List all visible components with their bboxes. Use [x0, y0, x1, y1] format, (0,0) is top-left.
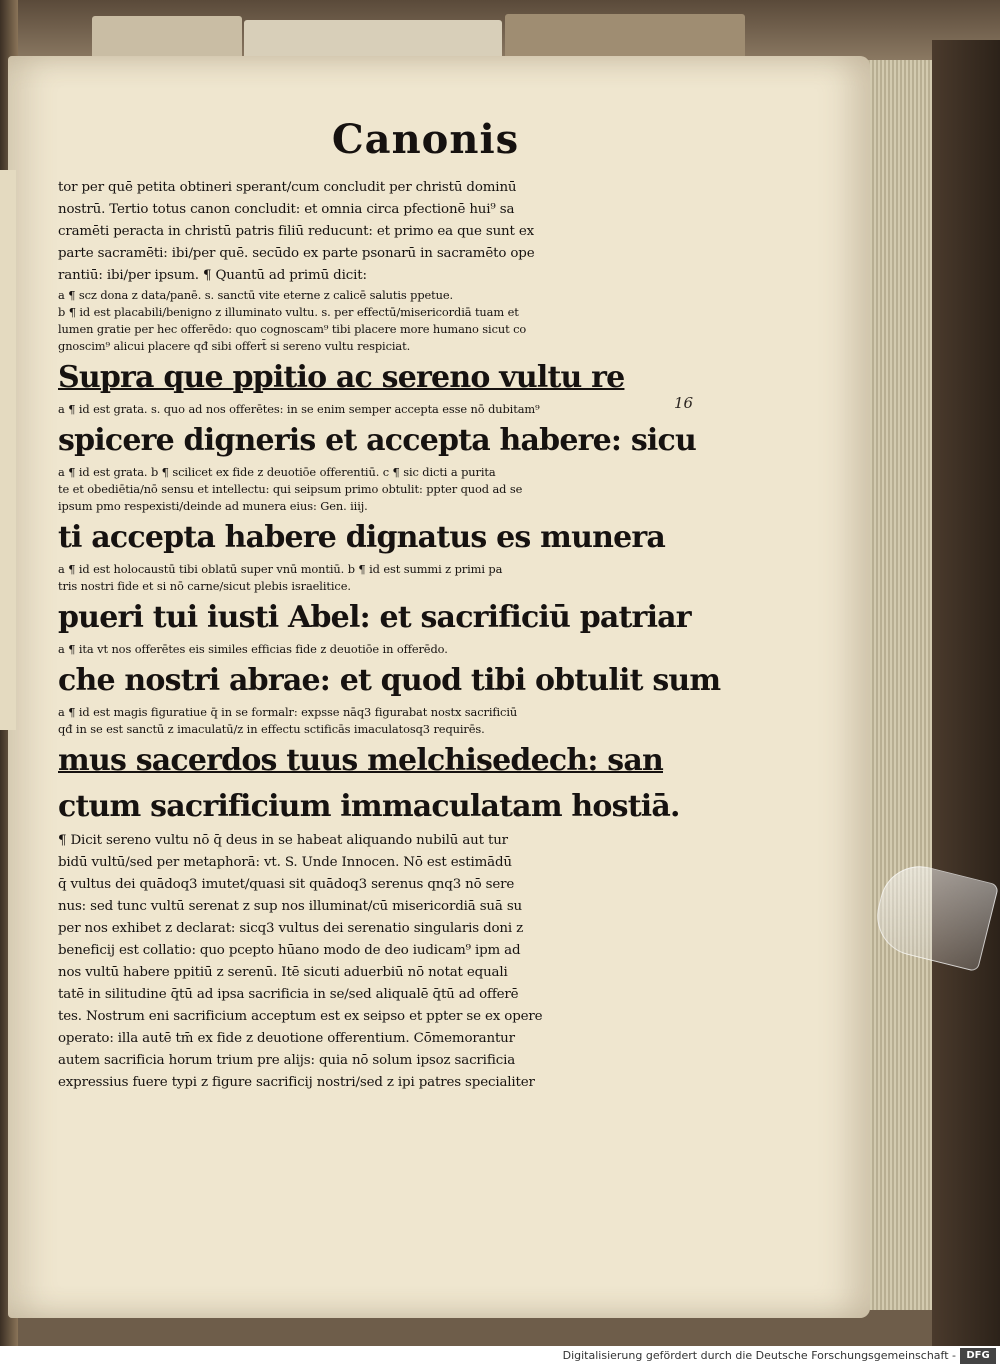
commentary-line: tatē in silitudine q̄tū ad ipsa sacrificia in se/sed aliqualē q̄tū ad offerē [58, 987, 519, 1002]
digitization-credit: Digitalisierung gefördert durch die Deutsche Forschungsgemeinschaft - [562, 1349, 956, 1362]
page-text-block [58, 100, 721, 1094]
canon-text-line: che nostri abrae: et quod tibi obtulit sum [58, 663, 721, 698]
annotation-line: b ¶ id est placabili/benigno z illuminato vultu. s. per effectū/misericordiā tuam et [58, 305, 519, 319]
commentary-line: tes. Nostrum eni sacrificium acceptum est ex seipso et ppter se ex opere [58, 1009, 543, 1024]
commentary-line: operato: illa autē tm̄ ex fide z deuotione offerentium. Cōmemorantur [58, 1031, 515, 1046]
canon-text-line: Supra que ppitio ac sereno vultu re [58, 360, 625, 395]
commentary-line: tor per quē petita obtineri sperant/cum concludit per christū dominū [58, 180, 517, 195]
commentary-line: rantiū: ibi/per ipsum. ¶ Quantū ad primū dicit: [58, 268, 367, 283]
canon-text-line: mus sacerdos tuus melchisedech: san [58, 743, 663, 778]
annotation-line: gnoscim⁹ alicui placere qđ sibi offert̄ si sereno vultu respiciat. [58, 339, 411, 353]
commentary-line: nos vultū habere ppitiū z serenū. Itē sicuti aduerbiū nō notat equali [58, 965, 508, 980]
annotation-line: lumen gratie per hec offerēdo: quo cognoscam⁹ tibi placere more humano sicut co [58, 322, 527, 336]
commentary-line: autem sacrificia horum trium pre alijs: quia nō solum ipsoz sacrificia [58, 1053, 516, 1068]
annotation-line: a ¶ ita vt nos offerētes eis similes efficias fide z deuotiōe in offerēdo. [58, 642, 448, 656]
commentary-line: expressius fuere typi z figure sacrificij nostri/sed z ipi patres specialiter [58, 1075, 535, 1090]
text-lines [58, 177, 721, 1094]
commentary-line: q̄ vultus dei quādoq3 imutet/quasi sit quādoq3 serenus qnq3 nō sere [58, 877, 515, 892]
annotation-line: tris nostri fide et si nō carne/sicut plebis israelitice. [58, 579, 351, 593]
annotation-line: a ¶ scz dona z data/panē. s. sanctū vite eterne z calicē salutis ppetue. [58, 288, 454, 302]
canon-text-line: ctum sacrificium immaculatam hostiā. [58, 789, 680, 824]
book-cover-right [932, 40, 1000, 1346]
canon-text-line: spicere digneris et accepta habere: sicu [58, 423, 696, 458]
spine-label-tab [92, 16, 242, 60]
spine-label-tab [244, 20, 502, 60]
commentary-line: parte sacramēti: ibi/per quē. secūdo ex parte psonarū in sacramēto ope [58, 246, 535, 261]
canon-text-line: ti accepta habere dignatus es munera [58, 520, 666, 555]
footer-bar [0, 1346, 1000, 1367]
facing-page-edge [0, 170, 16, 730]
annotation-line: a ¶ id est magis figuratiue q̄ in se formalr: expsse nāq3 figurabat nostx sacrificiū [58, 705, 518, 719]
annotation-line: te et obediētia/nō sensu et intellectu: qui seipsum primo obtulit: ppter quod ad se [58, 482, 523, 496]
commentary-line: nus: sed tunc vultū serenat z sup nos illuminat/cū misericordiā suā su [58, 899, 523, 914]
commentary-line: nostrū. Tertio totus canon concludit: et omnia circa pfectionē hui⁹ sa [58, 202, 515, 217]
annotation-line: a ¶ id est grata. s. quo ad nos offerētes: in se enim semper accepta esse nō dubitam⁹ [58, 402, 540, 416]
annotation-line: qđ in se est sanctū z imaculatū/z in effectu sctificās imaculatosq3 requirēs. [58, 722, 485, 736]
marginal-annotation: 16 [674, 394, 694, 412]
dfg-logo: DFG [960, 1348, 996, 1364]
commentary-line: cramēti peracta in christū patris filiū reducunt: et primo ea que sunt ex [58, 224, 535, 239]
page-heading: Canonis [331, 116, 520, 163]
canon-text-line: pueri tui iusti Abel: et sacrificiū patriar [58, 600, 691, 635]
commentary-line: beneficij est collatio: quo pcepto hūano modo de deo iudicam⁹ ipm ad [58, 943, 521, 958]
commentary-line: ¶ Dicit sereno vultu nō q̄ deus in se habeat aliquando nubilū aut tur [58, 833, 508, 848]
commentary-line: per nos exhibet z declarat: sicq3 vultus dei serenatio singularis doni z [58, 921, 524, 936]
spine-label-tab [505, 14, 745, 60]
annotation-line: a ¶ id est grata. b ¶ scilicet ex fide z deuotiōe offerentiū. c ¶ sic dicti a purita [58, 465, 496, 479]
annotation-line: ipsum pmo respexisti/deinde ad munera eius: Gen. iiij. [58, 499, 368, 513]
commentary-line: bidū vultū/sed per metaphorā: vt. S. Unde Innocen. Nō est estimādū [58, 855, 512, 870]
annotation-line: a ¶ id est holocaustū tibi oblatū super vnū montiū. b ¶ id est summi z primi pa [58, 562, 503, 576]
